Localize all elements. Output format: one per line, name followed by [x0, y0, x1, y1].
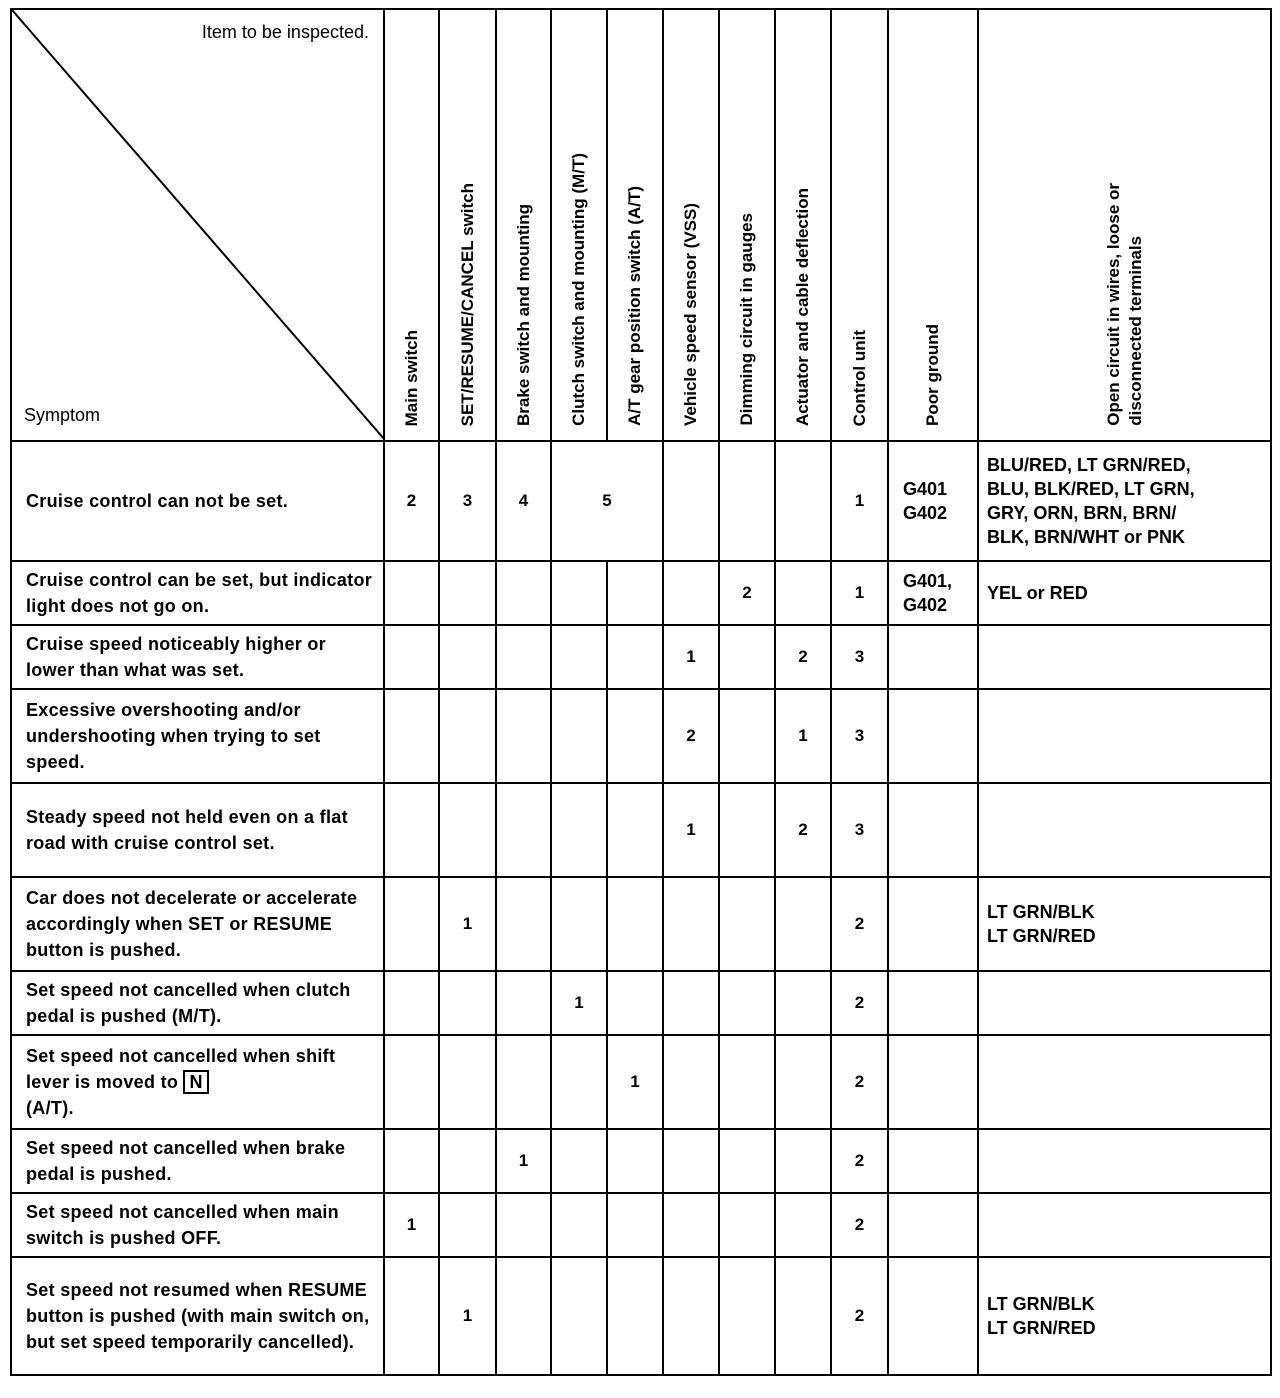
- cell-vss: [663, 971, 719, 1035]
- header-row: [11, 9, 1271, 441]
- cell-dimming: [719, 689, 775, 783]
- col-label: SET/RESUME/CANCEL switch: [457, 182, 477, 426]
- cell-wires: [978, 971, 1271, 1035]
- table-row: [11, 561, 1271, 625]
- cell-wires: [978, 689, 1271, 783]
- cell-wires: YEL or RED: [978, 561, 1271, 625]
- table-row: [11, 1257, 1271, 1375]
- troubleshooting-table: [10, 8, 1272, 1376]
- cell-vss: 2: [663, 689, 719, 783]
- cell-poor-ground: [888, 625, 978, 689]
- col-label: Control unit: [849, 329, 869, 426]
- cell-main-switch: [384, 1257, 439, 1375]
- cell-poor-ground: [888, 971, 978, 1035]
- col-label: Clutch switch and mounting (M/T): [569, 153, 588, 426]
- cell-wires: LT GRN/BLK LT GRN/RED: [978, 1257, 1271, 1375]
- cell-wires: [978, 1035, 1271, 1129]
- cell-main-switch: [384, 561, 439, 625]
- symptom-text-suffix: (A/T).: [26, 1098, 74, 1118]
- cell-control-unit: 1: [831, 561, 888, 625]
- cell-poor-ground: [888, 1257, 978, 1375]
- diagonal-line: [12, 10, 385, 440]
- cell-dimming: [719, 877, 775, 971]
- cell-set-resume-cancel: [439, 1129, 496, 1193]
- cell-brake: 1: [496, 1129, 551, 1193]
- cell-actuator: [775, 561, 831, 625]
- cell-poor-ground: [888, 783, 978, 877]
- col-open-circuit: [978, 9, 1271, 441]
- col-vss: [663, 9, 719, 441]
- symptom-cell: Excessive overshooting and/or undershooting when trying to set speed.: [11, 689, 384, 783]
- cell-vss: [663, 877, 719, 971]
- symptom-cell: Set speed not resumed when RESUME button is pushed (with main switch on, but set speed temporarily cancelled).: [11, 1257, 384, 1375]
- col-dimming-circuit: [719, 9, 775, 441]
- symptom-cell: [11, 1035, 384, 1129]
- cell-brake: [496, 625, 551, 689]
- cell-clutch: [551, 1129, 607, 1193]
- cell-main-switch: [384, 1035, 439, 1129]
- neutral-position-box: N: [183, 1070, 208, 1094]
- cell-poor-ground: G401, G402: [888, 561, 978, 625]
- cell-clutch: [551, 1193, 607, 1257]
- cell-clutch: [551, 877, 607, 971]
- cell-main-switch: 1: [384, 1193, 439, 1257]
- cell-main-switch: [384, 1129, 439, 1193]
- cell-dimming: [719, 1129, 775, 1193]
- symptom-cell: Set speed not cancelled when main switch is pushed OFF.: [11, 1193, 384, 1257]
- symptom-text: Set speed not cancelled when shift lever is moved to: [26, 1046, 336, 1092]
- symptom-cell: Cruise control can not be set.: [11, 441, 384, 561]
- cell-control-unit: 1: [831, 441, 888, 561]
- col-label: Poor ground: [923, 324, 942, 426]
- cell-set-resume-cancel: [439, 689, 496, 783]
- cell-control-unit: 2: [831, 1257, 888, 1375]
- cell-actuator: 2: [775, 625, 831, 689]
- table-row: [11, 1193, 1271, 1257]
- cell-at-gear: [607, 877, 663, 971]
- corner-cell: [11, 9, 384, 441]
- corner-bottom-label: Symptom: [24, 405, 101, 425]
- cell-vss: [663, 561, 719, 625]
- col-label: A/T gear position switch (A/T): [625, 186, 644, 426]
- cell-brake: [496, 561, 551, 625]
- cell-brake: [496, 971, 551, 1035]
- cell-brake: [496, 1193, 551, 1257]
- cell-poor-ground: [888, 689, 978, 783]
- cell-clutch: 1: [551, 971, 607, 1035]
- cell-set-resume-cancel: 1: [439, 1257, 496, 1375]
- cell-dimming: [719, 625, 775, 689]
- cell-clutch: [551, 1257, 607, 1375]
- col-control-unit: [831, 9, 888, 441]
- cell-main-switch: [384, 625, 439, 689]
- col-clutch-switch: [551, 9, 607, 441]
- cell-at-gear: [607, 1257, 663, 1375]
- cell-control-unit: 3: [831, 689, 888, 783]
- cell-dimming: [719, 441, 775, 561]
- cell-dimming: [719, 971, 775, 1035]
- col-label: Main switch: [401, 329, 421, 426]
- table-row: [11, 783, 1271, 877]
- cell-wires: BLU/RED, LT GRN/RED, BLU, BLK/RED, LT GRN, GRY, ORN, BRN, BRN/ BLK, BRN/WHT or PNK: [978, 441, 1271, 561]
- cell-actuator: [775, 1257, 831, 1375]
- symptom-cell: Cruise control can be set, but indicator light does not go on.: [11, 561, 384, 625]
- cell-main-switch: [384, 971, 439, 1035]
- table-row: [11, 689, 1271, 783]
- cell-set-resume-cancel: [439, 1035, 496, 1129]
- cell-clutch: [551, 625, 607, 689]
- cell-poor-ground: [888, 1129, 978, 1193]
- cell-at-gear: 1: [607, 1035, 663, 1129]
- table-row: [11, 1129, 1271, 1193]
- col-main-switch: [384, 9, 439, 441]
- cell-clutch: [551, 689, 607, 783]
- col-poor-ground: [888, 9, 978, 441]
- cell-dimming: [719, 1035, 775, 1129]
- cell-actuator: [775, 971, 831, 1035]
- col-label: Brake switch and mounting: [513, 204, 533, 426]
- cell-set-resume-cancel: [439, 783, 496, 877]
- cell-at-gear: [607, 689, 663, 783]
- cell-set-resume-cancel: [439, 1193, 496, 1257]
- cell-clutch-at-merged: 5: [551, 441, 663, 561]
- cell-wires: [978, 783, 1271, 877]
- symptom-cell: Set speed not cancelled when clutch pedal is pushed (M/T).: [11, 971, 384, 1035]
- cell-vss: [663, 1129, 719, 1193]
- cell-dimming: 2: [719, 561, 775, 625]
- cell-clutch: [551, 783, 607, 877]
- cell-dimming: [719, 783, 775, 877]
- cell-poor-ground: [888, 877, 978, 971]
- cell-poor-ground: [888, 1035, 978, 1129]
- symptom-cell: Car does not decelerate or accelerate accordingly when SET or RESUME button is pushed.: [11, 877, 384, 971]
- cell-brake: 4: [496, 441, 551, 561]
- cell-actuator: 1: [775, 689, 831, 783]
- cell-wires: [978, 1129, 1271, 1193]
- cell-vss: 1: [663, 783, 719, 877]
- cell-at-gear: [607, 1193, 663, 1257]
- cell-control-unit: 3: [831, 625, 888, 689]
- cell-set-resume-cancel: [439, 971, 496, 1035]
- cell-vss: 1: [663, 625, 719, 689]
- cell-control-unit: 2: [831, 1129, 888, 1193]
- symptom-cell: Steady speed not held even on a flat road with cruise control set.: [11, 783, 384, 877]
- cell-actuator: [775, 441, 831, 561]
- cell-brake: [496, 783, 551, 877]
- table-row: [11, 877, 1271, 971]
- cell-clutch: [551, 561, 607, 625]
- symptom-cell: Cruise speed noticeably higher or lower than what was set.: [11, 625, 384, 689]
- cell-set-resume-cancel: 1: [439, 877, 496, 971]
- cell-at-gear: [607, 1129, 663, 1193]
- cell-dimming: [719, 1257, 775, 1375]
- cell-poor-ground: [888, 1193, 978, 1257]
- col-label: Dimming circuit in gauges: [737, 213, 756, 426]
- cell-wires: LT GRN/BLK LT GRN/RED: [978, 877, 1271, 971]
- cell-at-gear: [607, 971, 663, 1035]
- cell-main-switch: [384, 877, 439, 971]
- cell-at-gear: [607, 783, 663, 877]
- cell-wires: [978, 625, 1271, 689]
- col-brake-switch: [496, 9, 551, 441]
- cell-clutch: [551, 1035, 607, 1129]
- cell-brake: [496, 689, 551, 783]
- cell-vss: [663, 1257, 719, 1375]
- cell-poor-ground: G401 G402: [888, 441, 978, 561]
- cell-vss: [663, 1193, 719, 1257]
- cell-control-unit: 2: [831, 877, 888, 971]
- cell-actuator: [775, 877, 831, 971]
- cell-control-unit: 2: [831, 1035, 888, 1129]
- cell-set-resume-cancel: [439, 561, 496, 625]
- col-label: Open circuit in wires, loose or disconnected terminals: [1103, 183, 1145, 426]
- table-row: [11, 1035, 1271, 1129]
- col-actuator: [775, 9, 831, 441]
- cell-dimming: [719, 1193, 775, 1257]
- col-label: Actuator and cable deflection: [793, 187, 812, 426]
- cell-brake: [496, 877, 551, 971]
- cell-set-resume-cancel: [439, 625, 496, 689]
- corner-top-label: Item to be inspected.: [201, 22, 369, 42]
- cell-at-gear: [607, 625, 663, 689]
- cell-main-switch: 2: [384, 441, 439, 561]
- cell-control-unit: 3: [831, 783, 888, 877]
- cell-main-switch: [384, 783, 439, 877]
- cell-brake: [496, 1257, 551, 1375]
- col-label: Vehicle speed sensor (VSS): [681, 203, 700, 426]
- symptom-cell: Set speed not cancelled when brake pedal is pushed.: [11, 1129, 384, 1193]
- cell-actuator: 2: [775, 783, 831, 877]
- cell-vss: [663, 441, 719, 561]
- cell-wires: [978, 1193, 1271, 1257]
- cell-control-unit: 2: [831, 971, 888, 1035]
- cell-actuator: [775, 1129, 831, 1193]
- cell-set-resume-cancel: 3: [439, 441, 496, 561]
- cell-vss: [663, 1035, 719, 1129]
- table-row: [11, 441, 1271, 561]
- cell-at-gear: [607, 561, 663, 625]
- col-at-gear-switch: [607, 9, 663, 441]
- cell-main-switch: [384, 689, 439, 783]
- cell-actuator: [775, 1193, 831, 1257]
- cell-control-unit: 2: [831, 1193, 888, 1257]
- table-row: [11, 971, 1271, 1035]
- cell-brake: [496, 1035, 551, 1129]
- cell-actuator: [775, 1035, 831, 1129]
- col-set-resume-cancel-switch: [439, 9, 496, 441]
- table-row: [11, 625, 1271, 689]
